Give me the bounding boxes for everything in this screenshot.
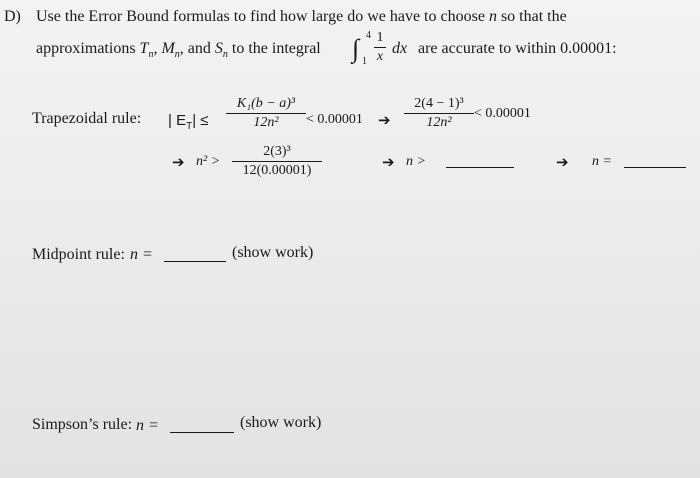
inequality-tolerance-1: < 0.00001 — [306, 112, 363, 127]
n-squared-fraction: 2(3)³ 12(0.00001) — [232, 144, 322, 179]
statement-end: are accurate to within 0.00001: — [418, 40, 617, 57]
statement-text-end: so that the — [500, 8, 567, 25]
right-arrow-icon: ➔ — [378, 111, 391, 129]
problem-statement-line2: approximations $T_n$, $M_n$, and $S_n$ to the integral — [36, 40, 321, 61]
simpson-label: Simpson’s rule: — [32, 416, 133, 433]
right-arrow-icon: ➔ — [382, 153, 395, 171]
statement-integral-text: to the integral — [231, 40, 321, 57]
problem-statement-line1 — [36, 8, 567, 26]
statement-approximations: approximations — [36, 40, 136, 57]
error-abs-expression: | $E_T|$ ≤ — [168, 112, 209, 132]
midpoint-n-equals: n = — [130, 246, 153, 263]
statement-text: Use the Error Bound formulas to find how large do we have to choose — [36, 8, 485, 25]
integrand-fraction: 1 x — [374, 30, 386, 65]
answer-blank-n-gt[interactable] — [446, 152, 514, 173]
midpoint-label: Midpoint rule: — [32, 246, 125, 263]
integral-upper-limit: 4 — [366, 30, 371, 41]
right-arrow-icon: ➔ — [556, 153, 569, 171]
integral-sign: ∫ — [352, 34, 360, 63]
trapezoidal-label: Trapezoidal rule: — [32, 110, 142, 127]
inequality-tolerance-2: < 0.00001 — [474, 106, 531, 121]
symbol-tn: $T_n$ — [139, 40, 154, 61]
answer-blank-n-trapezoid[interactable] — [624, 152, 686, 173]
midpoint-show-work: (show work) — [232, 244, 314, 261]
integral-lower-limit: 1 — [362, 56, 367, 67]
answer-blank-n-simpson[interactable] — [170, 417, 234, 438]
simpson-show-work: (show work) — [240, 414, 322, 431]
right-arrow-icon: ➔ — [172, 153, 185, 171]
n-equals: n = — [592, 154, 612, 169]
statement-variable-n: n — [488, 8, 497, 25]
problem-label: D) — [4, 8, 21, 25]
error-bound-fraction: K₁(b − a)³ 12n² — [226, 96, 306, 131]
n-squared-gt: n² > — [196, 154, 221, 169]
symbol-mn: $M_n$ — [161, 40, 180, 61]
simpson-n-equals: n = — [136, 417, 159, 434]
answer-blank-n-midpoint[interactable] — [164, 246, 226, 267]
symbol-sn: $S_n$ — [214, 40, 228, 61]
integral-dx: dx — [392, 40, 408, 57]
substituted-fraction: 2(4 − 1)³ 12n² — [404, 96, 474, 131]
n-gt: n > — [406, 154, 426, 169]
